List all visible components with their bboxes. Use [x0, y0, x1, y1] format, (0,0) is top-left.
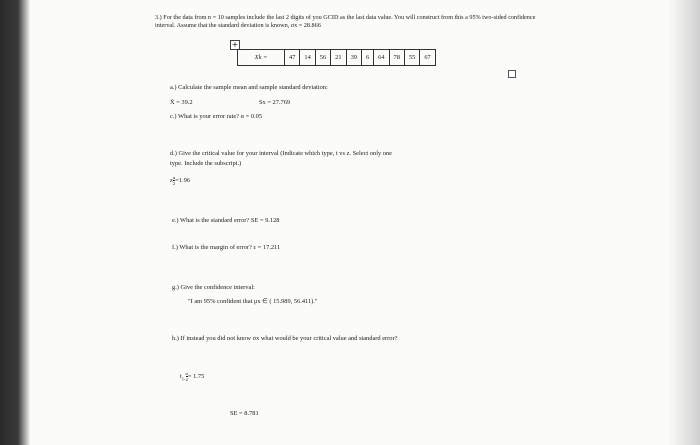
answer-mean: X̄ = 39.2	[170, 99, 193, 106]
table-cell: 47	[285, 50, 300, 66]
worksheet	[30, 0, 670, 445]
table-cell: 56	[315, 50, 330, 66]
answer-critical-z	[170, 175, 190, 186]
answer-critical-t	[180, 371, 204, 383]
t-value: = 1.75	[187, 372, 205, 380]
z-fraction: $\frac{\alpha}{2}$	[172, 175, 176, 186]
table-cell: 14	[300, 50, 315, 66]
t-fraction: $\frac{\alpha}{2}$	[185, 371, 188, 382]
question-d-line1: d.) Give the critical value for your interval (Indicate which type, t vs z. Select only one	[170, 150, 392, 157]
table-row	[238, 50, 436, 66]
table-cell: 78	[389, 50, 404, 66]
table-cell: 67	[420, 50, 435, 66]
table-cell: 39	[346, 50, 361, 66]
z-symbol: z	[170, 176, 173, 184]
table-cell: 64	[374, 50, 389, 66]
data-table	[237, 49, 436, 66]
t-symbol: t	[180, 372, 182, 380]
table-resize-handle[interactable]	[508, 70, 516, 78]
z-value: =1.96	[175, 176, 190, 184]
table-cell: 21	[331, 50, 346, 66]
problem-header: 3.) For the data from n = 10 samples include the last 2 digits of you GCID as the last data value. You will construct from this a 95% two-sided confidence interval. Assume that the standard deviation is known, σx = 28.866	[155, 14, 536, 30]
question-h: h.) If instead you did not know σx what would be your critical value and standard error?	[172, 335, 398, 342]
t-subscript: 1-	[181, 376, 186, 382]
table-cell: 55	[404, 50, 419, 66]
question-a: a.) Calculate the sample mean and sample standard deviation:	[170, 84, 328, 91]
table-move-handle-icon[interactable]: +	[231, 40, 239, 49]
table-label-cell: Xk =	[238, 50, 285, 66]
question-f: f.) What is the margin of error? ε = 17.211	[172, 244, 281, 251]
question-c: c.) What is your error rate? α = 0.05	[170, 113, 263, 120]
question-g: g.) Give the confidence interval:	[172, 284, 255, 291]
table-cell: 6	[361, 50, 373, 66]
answer-se-t: SE = 8.781	[230, 410, 259, 417]
answer-confidence-interval: "I am 95% confident that μx ∈ ( 15.989, 56.411)."	[188, 298, 318, 305]
answer-sd: Sx = 27.769	[259, 99, 291, 106]
question-d-line2: type. Include the subscript.)	[170, 160, 242, 167]
question-e: e.) What is the standard error? SE = 9.128	[172, 217, 280, 224]
